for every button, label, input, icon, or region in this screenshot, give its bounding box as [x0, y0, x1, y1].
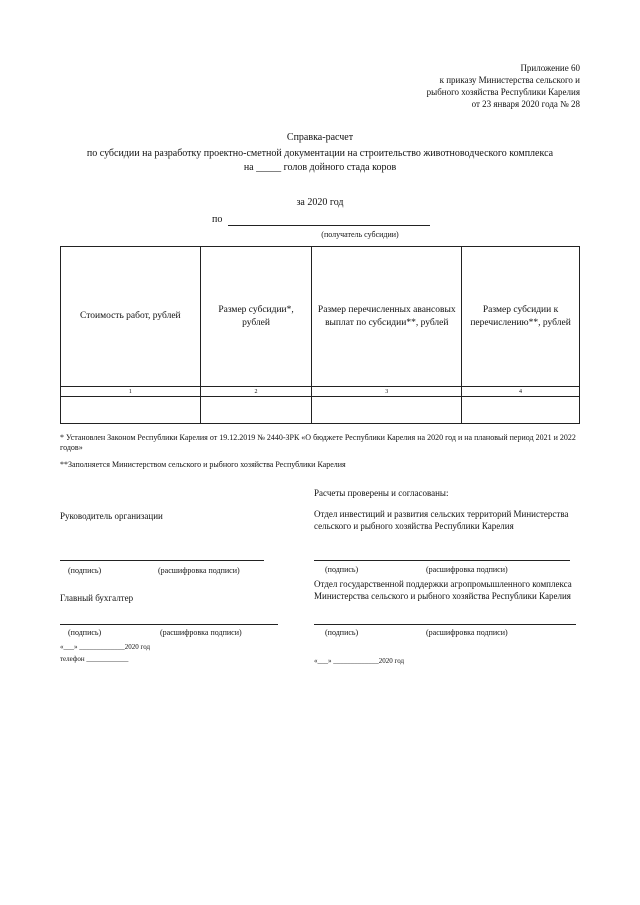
signature-line [314, 560, 570, 561]
title-herd: на _____ голов дойного стада коров [243, 162, 397, 173]
head-of-organization-label: Руководитель организации [60, 511, 163, 521]
signature-line [314, 624, 576, 625]
appendix-line-3: рыбного хозяйства Республики Карелия [426, 87, 580, 97]
decode-caption: (расшифровка подписи) [160, 628, 242, 637]
col-number: 1 [61, 387, 201, 397]
table-cell[interactable] [462, 397, 580, 424]
title-year: за 2020 год [296, 197, 344, 208]
date-field: «___» _____________2020 год [314, 657, 405, 665]
signature-caption: (подпись) [325, 628, 359, 637]
decode-caption: (расшифровка подписи) [426, 565, 508, 574]
footnote-ministry: **Заполняется Министерством сельского и рыбного хозяйства Республики Карелия [60, 460, 346, 469]
chief-accountant-label: Главный бухгалтер [60, 593, 134, 603]
document-title: Справка-расчет [286, 132, 354, 143]
signature-caption: (подпись) [325, 565, 359, 574]
title-subject: по субсидии на разработку проектно-сметной документации на строительство животноводческого комплекса [86, 148, 554, 159]
decode-caption: (расшифровка подписи) [426, 628, 508, 637]
appendix-line-2: к приказу Министерства сельского и [439, 75, 580, 85]
calculation-table [60, 246, 580, 424]
appendix-line-4: от 23 января 2020 года № 28 [471, 99, 580, 109]
col-number: 3 [312, 387, 462, 397]
table-cell[interactable] [61, 397, 201, 424]
footnote-law: * Установлен Законом Республики Карелия от 19.12.2019 № 2440-ЗРК «О бюджете Республики Карелия на 2020 год и на плановый период 2021 и 2022 годов» [60, 433, 576, 452]
phone-field: телефон ____________ [60, 655, 129, 663]
col-number: 2 [200, 387, 312, 397]
header-subsidy: Размер субсидии*, рублей [200, 247, 312, 387]
checked-label: Расчеты проверены и согласованы: [314, 488, 449, 498]
signature-line [60, 560, 264, 561]
table-cell[interactable] [312, 397, 462, 424]
header-cost: Стоимость работ, рублей [61, 247, 201, 387]
header-to-transfer: Размер субсидии к перечислению**, рублей [462, 247, 580, 387]
dept-investments: Отдел инвестиций и развития сельских территорий Министерства сельского и рыбного хозяйства Республики Карелия [314, 509, 569, 531]
recipient-prefix: по [212, 214, 223, 225]
signature-line [60, 624, 278, 625]
signature-caption: (подпись) [68, 628, 102, 637]
recipient-caption: (получатель субсидии) [321, 230, 399, 239]
col-number: 4 [462, 387, 580, 397]
header-advance: Размер перечисленных авансовых выплат по субсидии**, рублей [312, 247, 462, 387]
table-cell[interactable] [200, 397, 312, 424]
appendix-line-1: Приложение 60 [520, 63, 580, 73]
signature-caption: (подпись) [68, 566, 102, 575]
decode-caption: (расшифровка подписи) [158, 566, 240, 575]
recipient-line [228, 225, 430, 226]
dept-state-support: Отдел государственной поддержки агропромышленного комплекса Министерства сельского и рыбного хозяйства Республики Карелия [314, 579, 572, 601]
date-field: «___» _____________2020 год [60, 643, 151, 651]
appendix-block [320, 62, 580, 110]
